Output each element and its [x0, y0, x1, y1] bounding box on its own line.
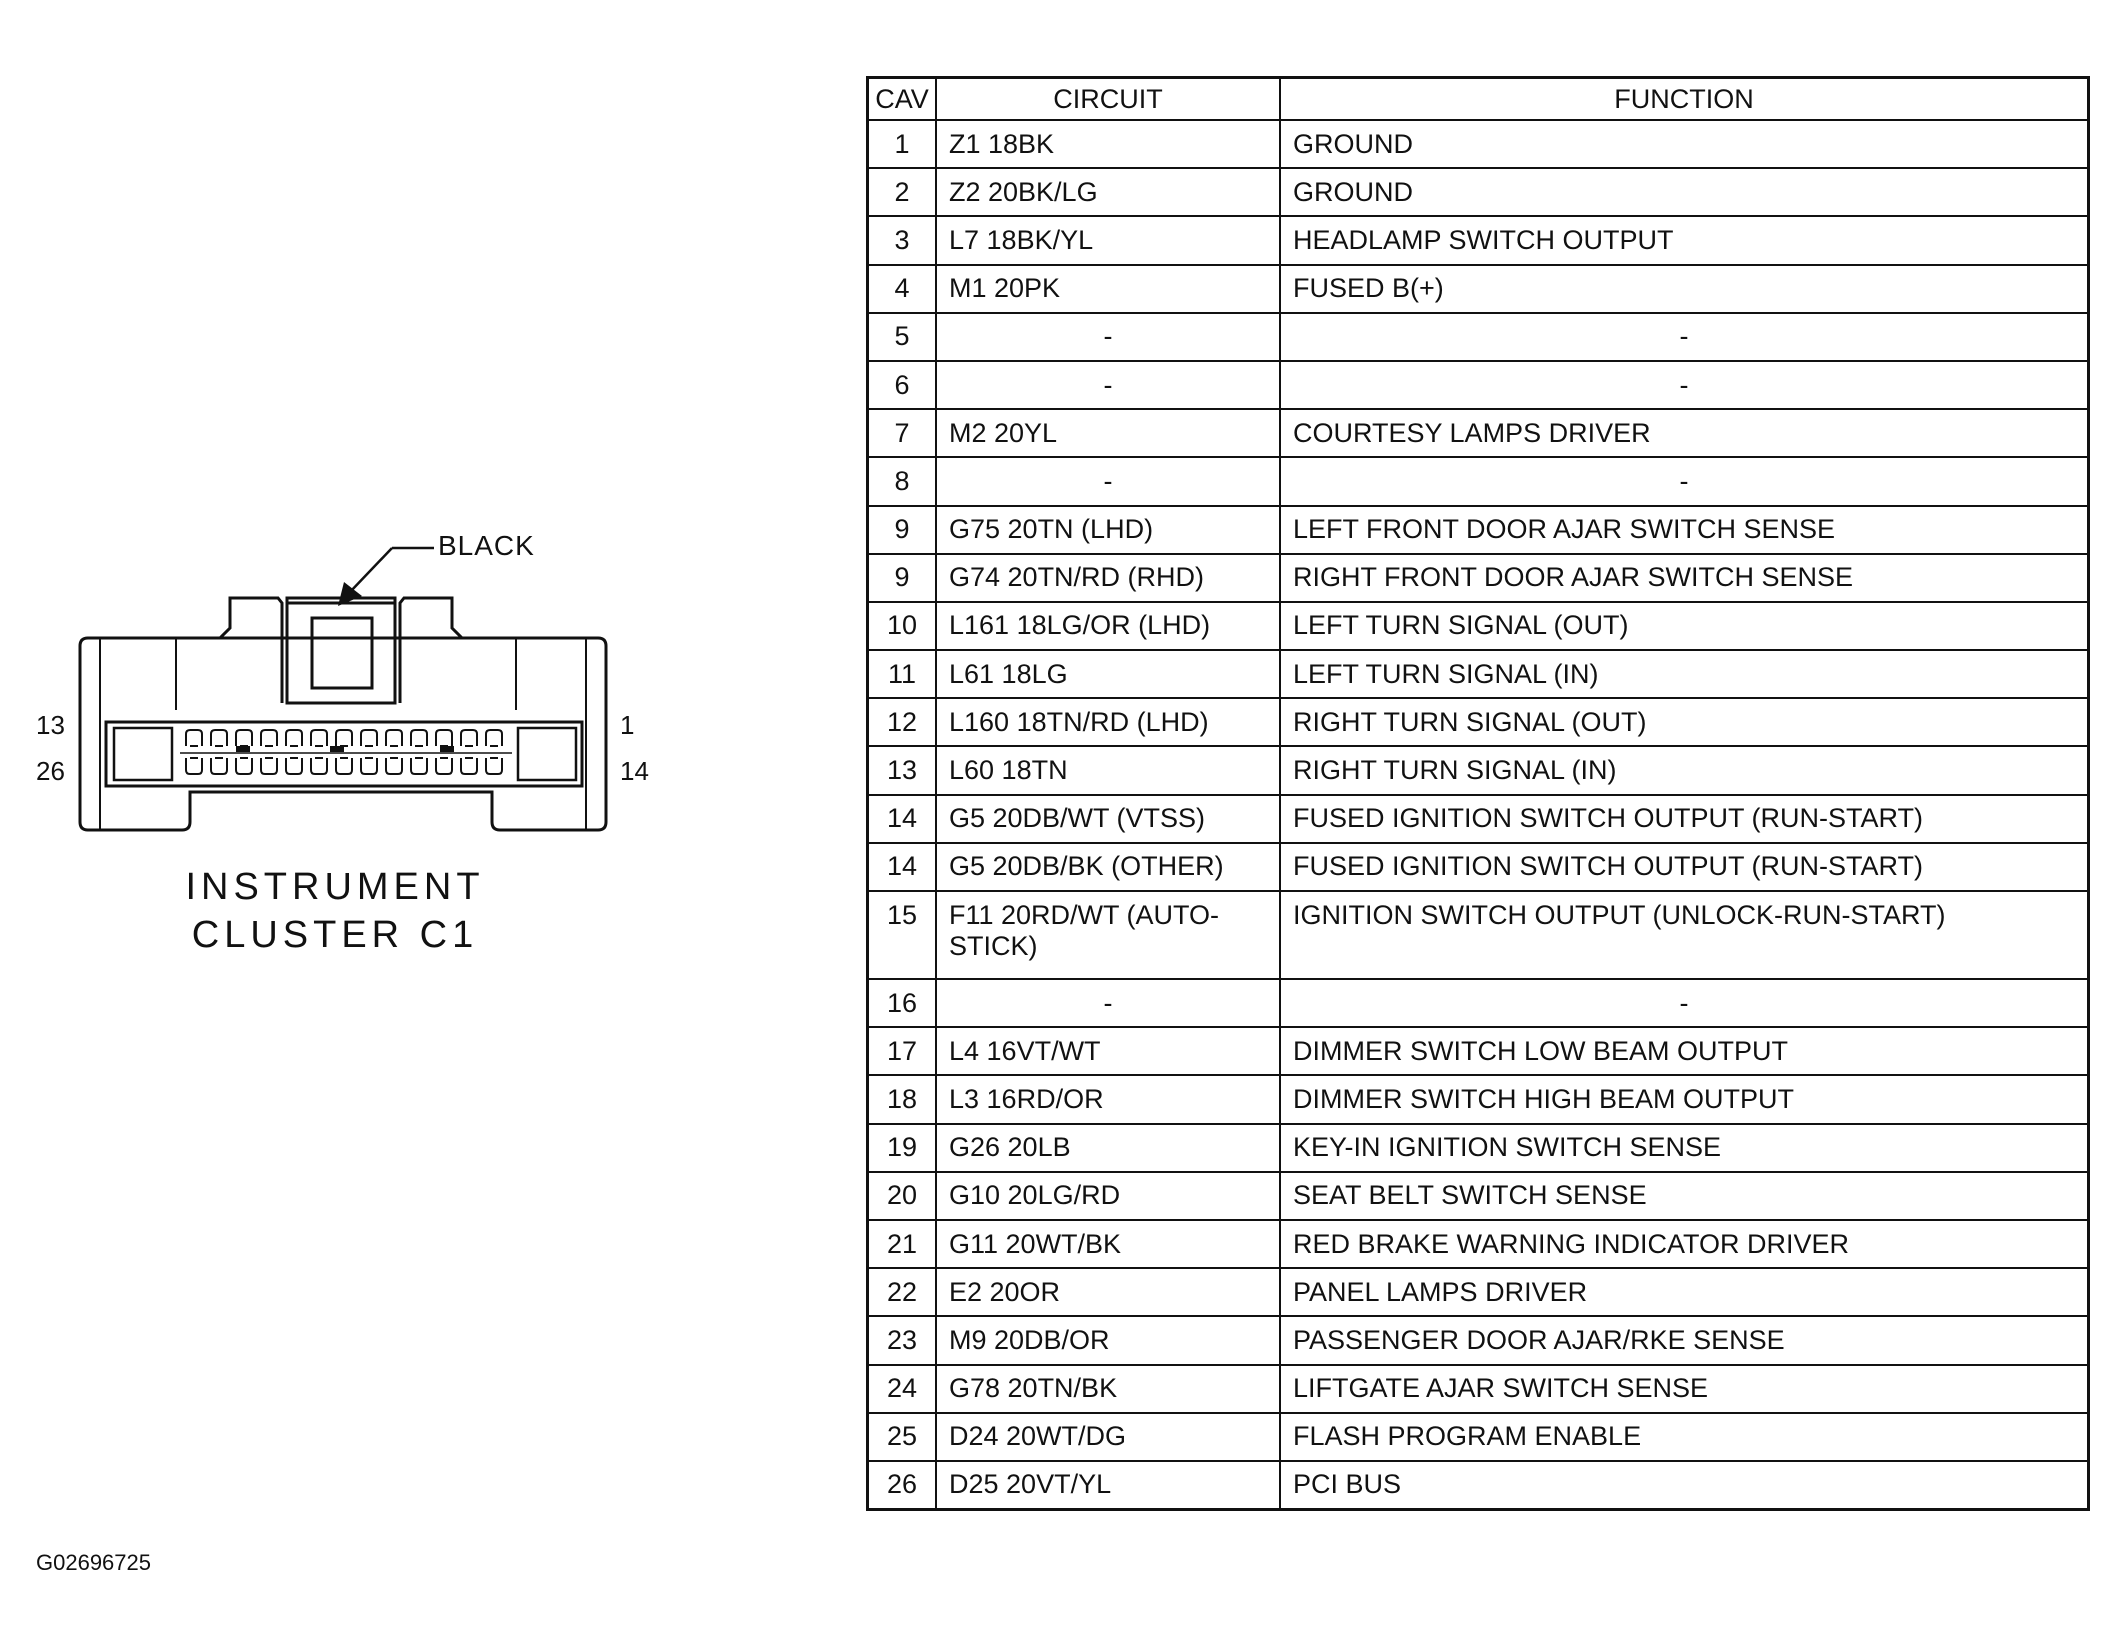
table-row	[868, 1220, 2089, 1268]
terminal-cavity	[361, 758, 377, 774]
header-circuit: CIRCUIT	[936, 78, 1280, 121]
table-row	[868, 1316, 2089, 1364]
table-row	[868, 746, 2089, 794]
function-cell: IGNITION SWITCH OUTPUT (UNLOCK-RUN-START)	[1280, 891, 2089, 979]
circuit-cell: L60 18TN	[936, 746, 1280, 794]
cav-cell: 9	[868, 506, 937, 554]
terminal-cavity	[286, 730, 302, 746]
latch-window	[312, 618, 372, 688]
table-row	[868, 1027, 2089, 1075]
cav-cell: 13	[868, 746, 937, 794]
terminal-cavity	[386, 730, 402, 746]
circuit-cell: L61 18LG	[936, 650, 1280, 698]
function-cell: LIFTGATE AJAR SWITCH SENSE	[1280, 1365, 2089, 1413]
function-cell: HEADLAMP SWITCH OUTPUT	[1280, 216, 2089, 264]
end-key-right	[518, 728, 576, 780]
terminal-cavity	[261, 758, 277, 774]
cav-cell: 16	[868, 979, 937, 1027]
circuit-cell: G11 20WT/BK	[936, 1220, 1280, 1268]
circuit-cell: -	[936, 979, 1280, 1027]
terminal-cavity	[336, 730, 352, 746]
pin-label-13: 13	[36, 710, 65, 740]
cav-cell: 15	[868, 891, 937, 979]
callout-leader-diagonal	[350, 548, 392, 592]
cav-cell: 11	[868, 650, 937, 698]
table-row	[868, 1413, 2089, 1461]
table-row	[868, 265, 2089, 313]
cav-cell: 20	[868, 1172, 937, 1220]
function-cell: GROUND	[1280, 120, 2089, 168]
circuit-cell: -	[936, 313, 1280, 361]
table-row	[868, 891, 2089, 979]
function-cell: LEFT TURN SIGNAL (IN)	[1280, 650, 2089, 698]
circuit-cell: G78 20TN/BK	[936, 1365, 1280, 1413]
table-row	[868, 795, 2089, 843]
table-row	[868, 313, 2089, 361]
circuit-cell: -	[936, 361, 1280, 409]
function-cell: LEFT FRONT DOOR AJAR SWITCH SENSE	[1280, 506, 2089, 554]
table-row	[868, 843, 2089, 891]
table-row	[868, 650, 2089, 698]
header-cav: CAV	[868, 78, 937, 121]
housing-outline	[80, 638, 606, 830]
cav-cell: 3	[868, 216, 937, 264]
right-upper-tab	[400, 598, 462, 703]
function-cell: RIGHT FRONT DOOR AJAR SWITCH SENSE	[1280, 554, 2089, 602]
terminal-cavity	[461, 730, 477, 746]
terminal-cavity	[411, 730, 427, 746]
function-cell: COURTESY LAMPS DRIVER	[1280, 409, 2089, 457]
cav-cell: 25	[868, 1413, 937, 1461]
terminal-cavity	[211, 758, 227, 774]
cav-cell: 7	[868, 409, 937, 457]
circuit-cell: D24 20WT/DG	[936, 1413, 1280, 1461]
table-row	[868, 979, 2089, 1027]
cav-cell: 21	[868, 1220, 937, 1268]
cav-cell: 24	[868, 1365, 937, 1413]
function-cell: SEAT BELT SWITCH SENSE	[1280, 1172, 2089, 1220]
cav-cell: 19	[868, 1124, 937, 1172]
pinout-table	[866, 76, 2090, 1511]
table-row	[868, 409, 2089, 457]
function-cell: DIMMER SWITCH LOW BEAM OUTPUT	[1280, 1027, 2089, 1075]
table-row	[868, 457, 2089, 505]
table-row	[868, 1365, 2089, 1413]
table-row	[868, 1075, 2089, 1123]
circuit-cell: L160 18TN/RD (LHD)	[936, 698, 1280, 746]
terminal-cavity	[386, 758, 402, 774]
cav-cell: 23	[868, 1316, 937, 1364]
function-cell: FUSED IGNITION SWITCH OUTPUT (RUN-START)	[1280, 795, 2089, 843]
circuit-cell: F11 20RD/WT (AUTO-STICK)	[936, 891, 1280, 979]
terminal-cavity	[186, 730, 202, 746]
table-row	[868, 698, 2089, 746]
circuit-cell: G5 20DB/BK (OTHER)	[936, 843, 1280, 891]
function-cell: -	[1280, 313, 2089, 361]
cav-cell: 4	[868, 265, 937, 313]
pin-label-14: 14	[620, 756, 649, 786]
table-row	[868, 168, 2089, 216]
table-row	[868, 1268, 2089, 1316]
connector-color-label: BLACK	[438, 530, 535, 561]
circuit-cell: D25 20VT/YL	[936, 1461, 1280, 1510]
function-cell: FUSED B(+)	[1280, 265, 2089, 313]
function-cell: RIGHT TURN SIGNAL (OUT)	[1280, 698, 2089, 746]
circuit-cell: M9 20DB/OR	[936, 1316, 1280, 1364]
pinout-body	[868, 120, 2089, 1510]
connector-diagram	[0, 0, 800, 1000]
table-row	[868, 1461, 2089, 1510]
table-row	[868, 602, 2089, 650]
connector-caption-line1: INSTRUMENT	[185, 866, 485, 908]
function-cell: FUSED IGNITION SWITCH OUTPUT (RUN-START)	[1280, 843, 2089, 891]
circuit-cell: L7 18BK/YL	[936, 216, 1280, 264]
function-cell: LEFT TURN SIGNAL (OUT)	[1280, 602, 2089, 650]
circuit-cell: -	[936, 457, 1280, 505]
terminal-cavity	[436, 758, 452, 774]
circuit-cell: G75 20TN (LHD)	[936, 506, 1280, 554]
circuit-cell: Z2 20BK/LG	[936, 168, 1280, 216]
circuit-cell: M1 20PK	[936, 265, 1280, 313]
terminal-cavity	[236, 730, 252, 746]
cav-cell: 10	[868, 602, 937, 650]
table-row	[868, 1124, 2089, 1172]
terminal-cavity	[236, 758, 252, 774]
function-cell: PASSENGER DOOR AJAR/RKE SENSE	[1280, 1316, 2089, 1364]
cav-cell: 1	[868, 120, 937, 168]
circuit-cell: L161 18LG/OR (LHD)	[936, 602, 1280, 650]
terminal-cavity	[336, 758, 352, 774]
terminal-cavity	[261, 730, 277, 746]
terminal-cavity	[411, 758, 427, 774]
function-cell: -	[1280, 979, 2089, 1027]
pin-label-26: 26	[36, 756, 65, 786]
terminal-cavity	[461, 758, 477, 774]
terminal-cavity	[186, 758, 202, 774]
terminal-block	[106, 722, 582, 786]
circuit-cell: G5 20DB/WT (VTSS)	[936, 795, 1280, 843]
cav-cell: 5	[868, 313, 937, 361]
cav-cell: 14	[868, 843, 937, 891]
cav-cell: 17	[868, 1027, 937, 1075]
cav-cell: 2	[868, 168, 937, 216]
table-row	[868, 554, 2089, 602]
cav-cell: 12	[868, 698, 937, 746]
figure-id: G02696725	[36, 1550, 151, 1575]
cav-cell: 18	[868, 1075, 937, 1123]
table-row	[868, 361, 2089, 409]
cav-cell: 14	[868, 795, 937, 843]
circuit-cell: M2 20YL	[936, 409, 1280, 457]
terminal-cavity	[486, 758, 502, 774]
terminal-cavity	[436, 730, 452, 746]
function-cell: KEY-IN IGNITION SWITCH SENSE	[1280, 1124, 2089, 1172]
function-cell: PCI BUS	[1280, 1461, 2089, 1510]
circuit-cell: E2 20OR	[936, 1268, 1280, 1316]
function-cell: RED BRAKE WARNING INDICATOR DRIVER	[1280, 1220, 2089, 1268]
function-cell: GROUND	[1280, 168, 2089, 216]
table-row	[868, 216, 2089, 264]
table-header-row	[868, 78, 2089, 121]
function-cell: DIMMER SWITCH HIGH BEAM OUTPUT	[1280, 1075, 2089, 1123]
left-upper-tab	[220, 598, 282, 703]
circuit-cell: L4 16VT/WT	[936, 1027, 1280, 1075]
cav-cell: 6	[868, 361, 937, 409]
circuit-cell: Z1 18BK	[936, 120, 1280, 168]
circuit-cell: G74 20TN/RD (RHD)	[936, 554, 1280, 602]
function-cell: PANEL LAMPS DRIVER	[1280, 1268, 2089, 1316]
terminal-cavity	[211, 730, 227, 746]
terminal-cavity	[311, 758, 327, 774]
table-row	[868, 1172, 2089, 1220]
header-function: FUNCTION	[1280, 78, 2089, 121]
cav-cell: 8	[868, 457, 937, 505]
circuit-cell: G26 20LB	[936, 1124, 1280, 1172]
terminal-cavity	[486, 730, 502, 746]
connector-drawing	[0, 0, 800, 1000]
function-cell: RIGHT TURN SIGNAL (IN)	[1280, 746, 2089, 794]
terminal-cavity	[311, 730, 327, 746]
connector-caption-line2: CLUSTER C1	[191, 914, 479, 956]
cav-cell: 26	[868, 1461, 937, 1510]
function-cell: FLASH PROGRAM ENABLE	[1280, 1413, 2089, 1461]
circuit-cell: L3 16RD/OR	[936, 1075, 1280, 1123]
terminal-cavity	[286, 758, 302, 774]
pin-label-1: 1	[620, 710, 635, 740]
cav-cell: 9	[868, 554, 937, 602]
function-cell: -	[1280, 457, 2089, 505]
end-key-left	[114, 728, 172, 780]
cav-cell: 22	[868, 1268, 937, 1316]
circuit-cell: G10 20LG/RD	[936, 1172, 1280, 1220]
function-cell: -	[1280, 361, 2089, 409]
table-row	[868, 506, 2089, 554]
table-row	[868, 120, 2089, 168]
terminal-cavity	[361, 730, 377, 746]
